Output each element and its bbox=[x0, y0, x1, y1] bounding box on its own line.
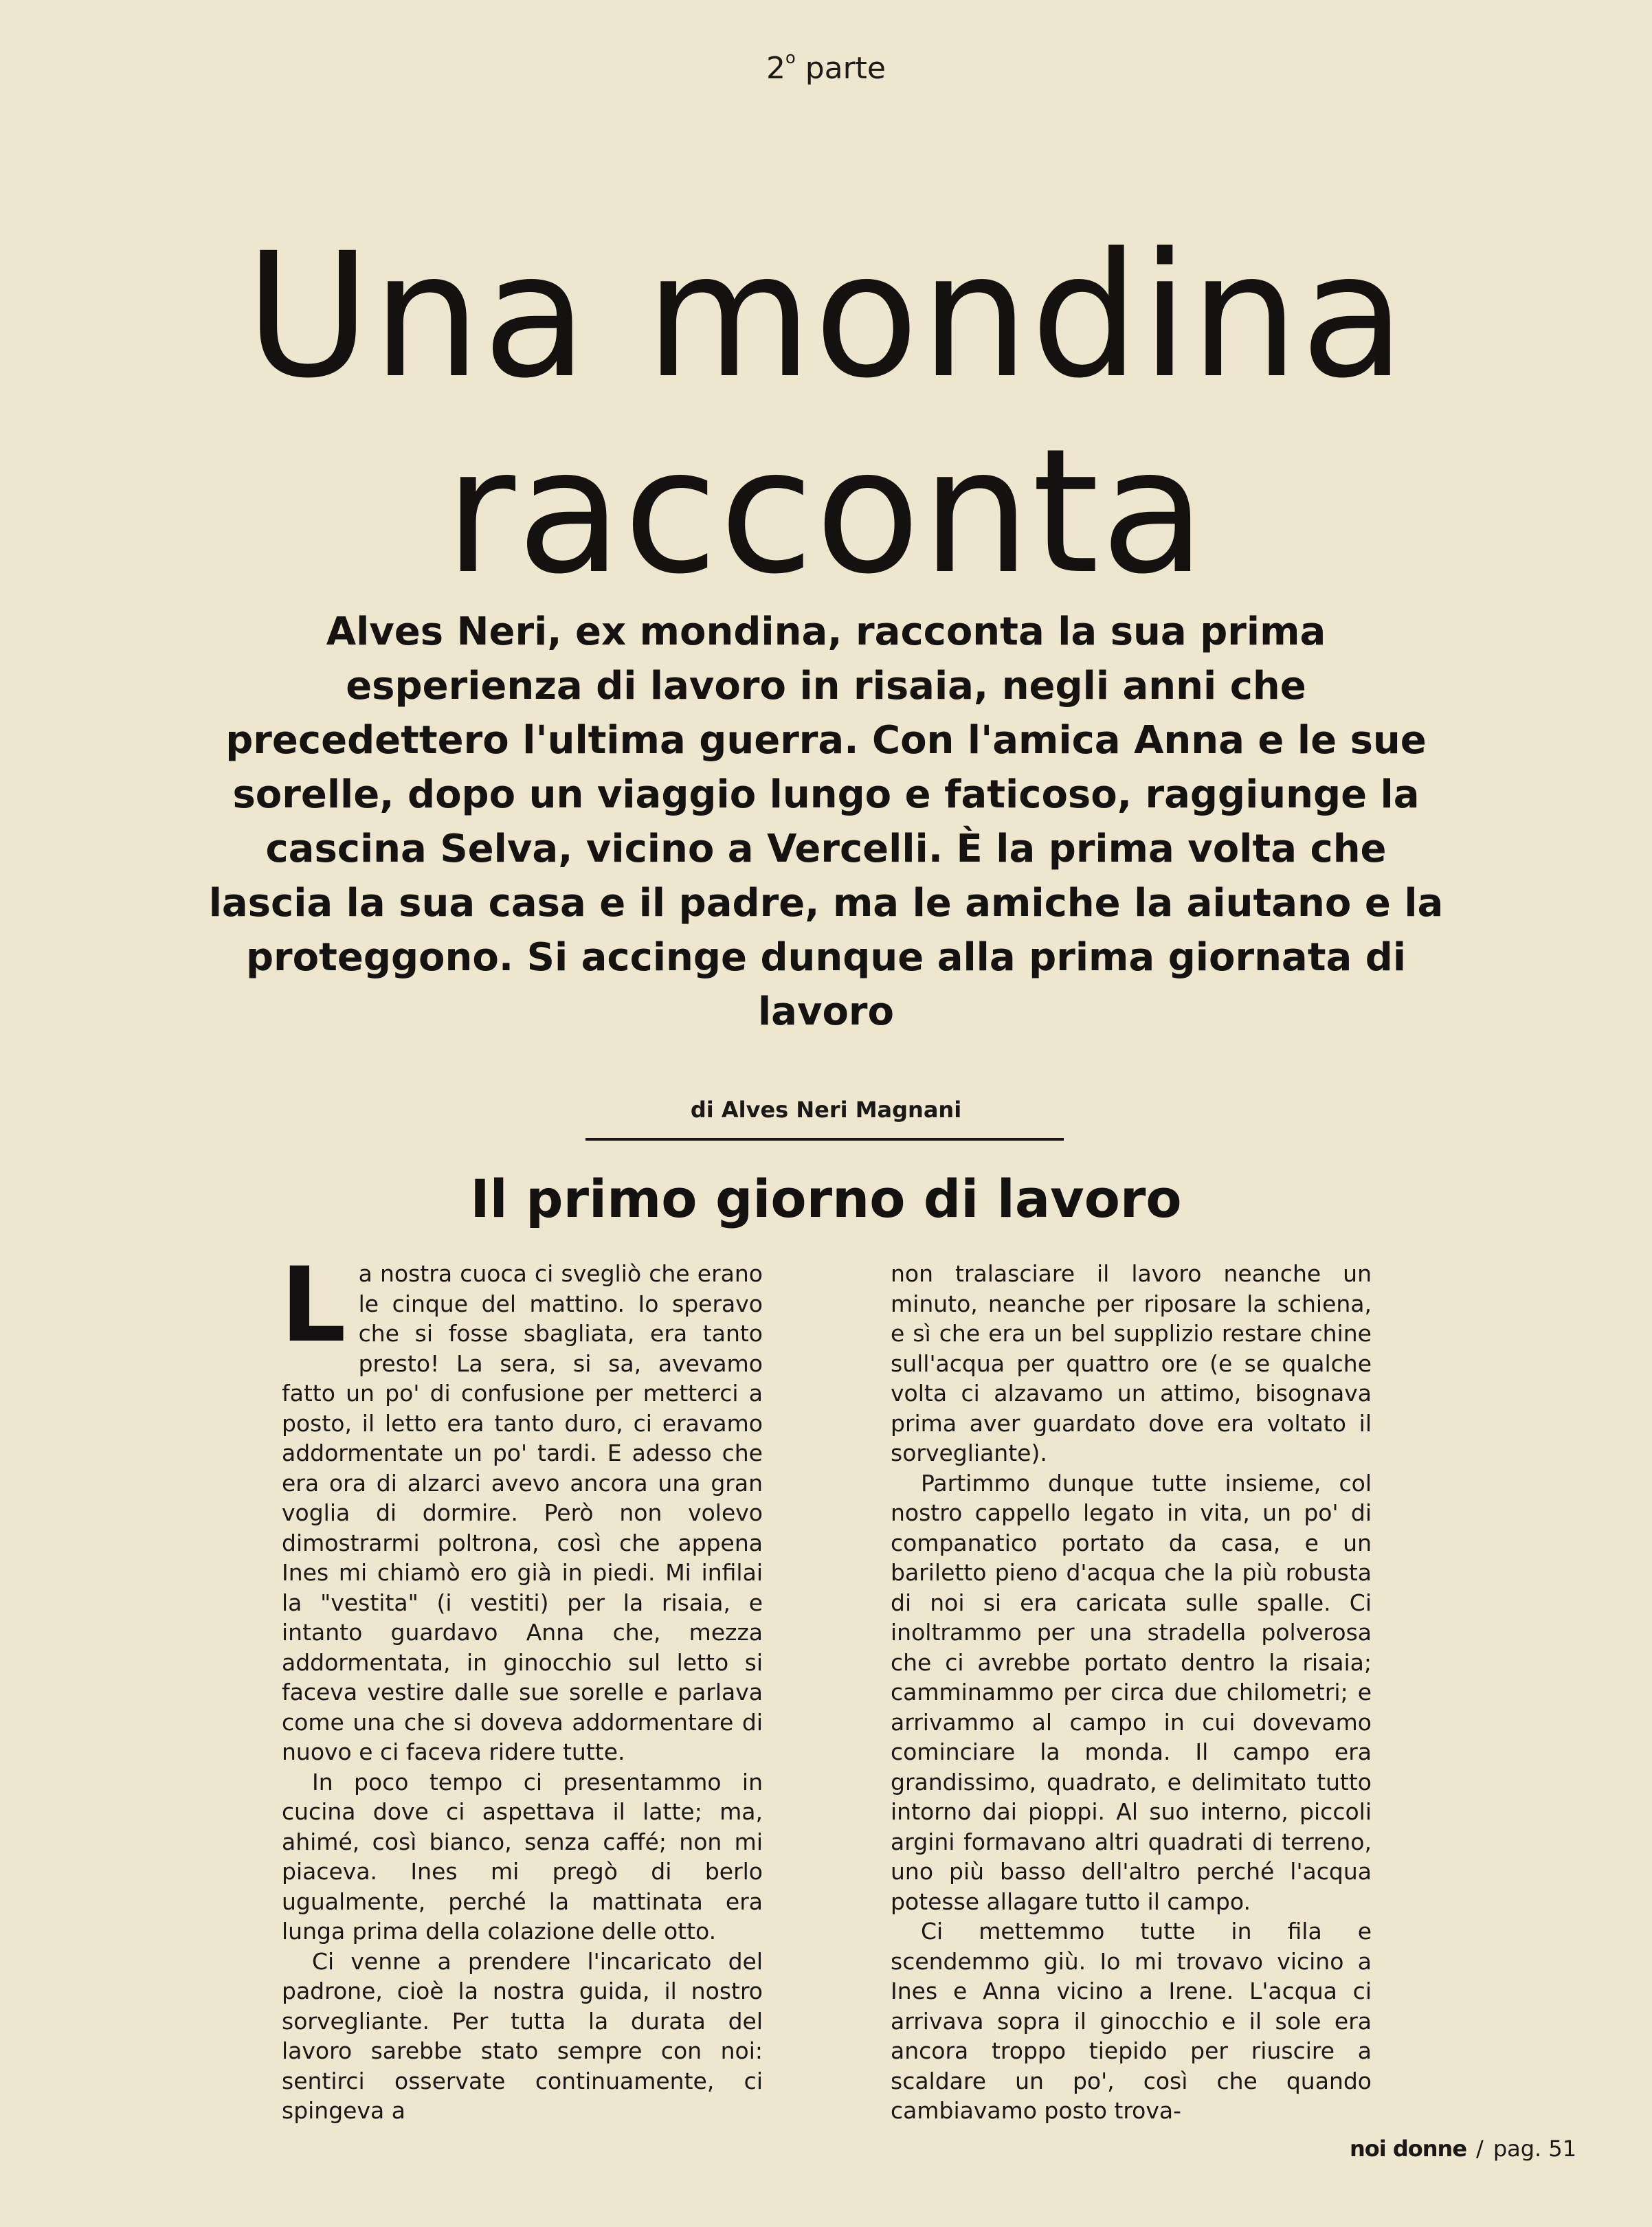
page-footer bbox=[1350, 2136, 1597, 2162]
magazine-brand: noi donne bbox=[1350, 2136, 1467, 2162]
drop-cap: L bbox=[280, 1246, 346, 1365]
paragraph-text: a nostra cuoca ci svegliò che erano le cinque del mattino. Io speravo che si fosse sbagliata, era tanto presto! La sera, si sa, avevamo fatto un po' di confusione per metterci a posto, il letto era tanto duro, ci eravamo addormentate un po' tardi. E adesso che era ora di alzarci avevo ancora una gran voglia di dormire. Però non volevo dimostrarmi poltrona, così che appena Ines mi chiamò ero già in piedi. Mi infilai la "vestita" (i vestiti) per la risaia, e intanto guardavo Anna che, mezza addormentata, in ginocchio sul letto si faceva vestire dalle sue sorelle e parlava come una che si doveva addormentare di nuovo e ci faceva ridere tutte. bbox=[282, 1260, 763, 1765]
byline: di Alves Neri Magnani bbox=[690, 1097, 962, 1123]
article-paragraph bbox=[280, 1246, 763, 1767]
footer-separator: / bbox=[1476, 2136, 1484, 2162]
article-title-line-1: Una mondina bbox=[245, 216, 1407, 416]
series-label bbox=[0, 48, 1652, 86]
series-word: parte bbox=[805, 51, 886, 86]
article-paragraph: Ci mettemmo tutte in fila e scendemmo giù. Io mi trovavo vicino a Ines e Anna vicino a Irene. L'acqua ci arrivava sopra il ginocchio e il sole era ancora troppo tiepido per riuscire a scaldare un po', così che quando cambiavamo posto trova- bbox=[891, 1918, 1372, 2124]
series-number: 2 bbox=[766, 51, 785, 86]
article-column-right bbox=[891, 1259, 1372, 2126]
article-paragraph: In poco tempo ci presentammo in cucina dove ci aspettava il latte; ma, ahimé, così bianco, senza caffé; non mi piaceva. Ines mi pregò di berlo ugualmente, perché la mattinata era lunga prima della colazione delle otto. bbox=[282, 1768, 763, 1945]
article-column-left bbox=[280, 1246, 763, 2126]
article-paragraph: Ci venne a prendere l'incaricato del padrone, cioè la nostra guida, il nostro sorvegliante. Per tutta la durata del lavoro sarebbe stato sempre con noi: sentirci osservate continuamente, ci spingeva a bbox=[282, 1947, 763, 2124]
section-heading: Il primo giorno di lavoro bbox=[470, 1168, 1182, 1229]
page-number: pag. 51 bbox=[1493, 2136, 1577, 2162]
article-paragraph: non tralasciare il lavoro neanche un minuto, neanche per riposare la schiena, e sì che era un bel supplizio restare chine sull'acqua per quattro ore (e se qualche volta ci alzavamo un attimo, bisognava prima aver guardato dove era voltato il sorvegliante). bbox=[891, 1260, 1372, 1466]
article-paragraph: Partimmo dunque tutte insieme, col nostro cappello legato in vita, un po' di companatico portato da casa, e un bariletto pieno d'acqua che la più robusta di noi si era caricata sulle spalle. Ci inoltrammo per una stradella polverosa che ci avrebbe portato dentro la risaia; camminammo per circa due chilometri; e arrivammo al campo in cui dovevamo cominciare la monda. Il campo era grandissimo, quadrato, e delimitato tutto intorno dai pioppi. Al suo interno, piccoli argini formavano altri quadrati di terreno, uno più basso dell'altro perché l'acqua potesse allagare tutto il campo. bbox=[891, 1469, 1372, 1915]
article-lede: Alves Neri, ex mondina, racconta la sua prima esperienza di lavoro in risaia, negli anni che precedettero l'ultima guerra. Con l'amica Anna e le sue sorelle, dopo un viaggio lungo e faticoso, raggiunge la cascina Selva, vicino a Vercelli. È la prima volta che lascia la sua casa e il padre, ma le amiche la aiutano e la proteggono. Si accinge dunque alla prima giornata di lavoro bbox=[208, 609, 1444, 1034]
byline-divider bbox=[585, 1138, 1064, 1141]
series-ordinal: o bbox=[785, 48, 796, 67]
article-title-line-2: racconta bbox=[445, 412, 1207, 612]
